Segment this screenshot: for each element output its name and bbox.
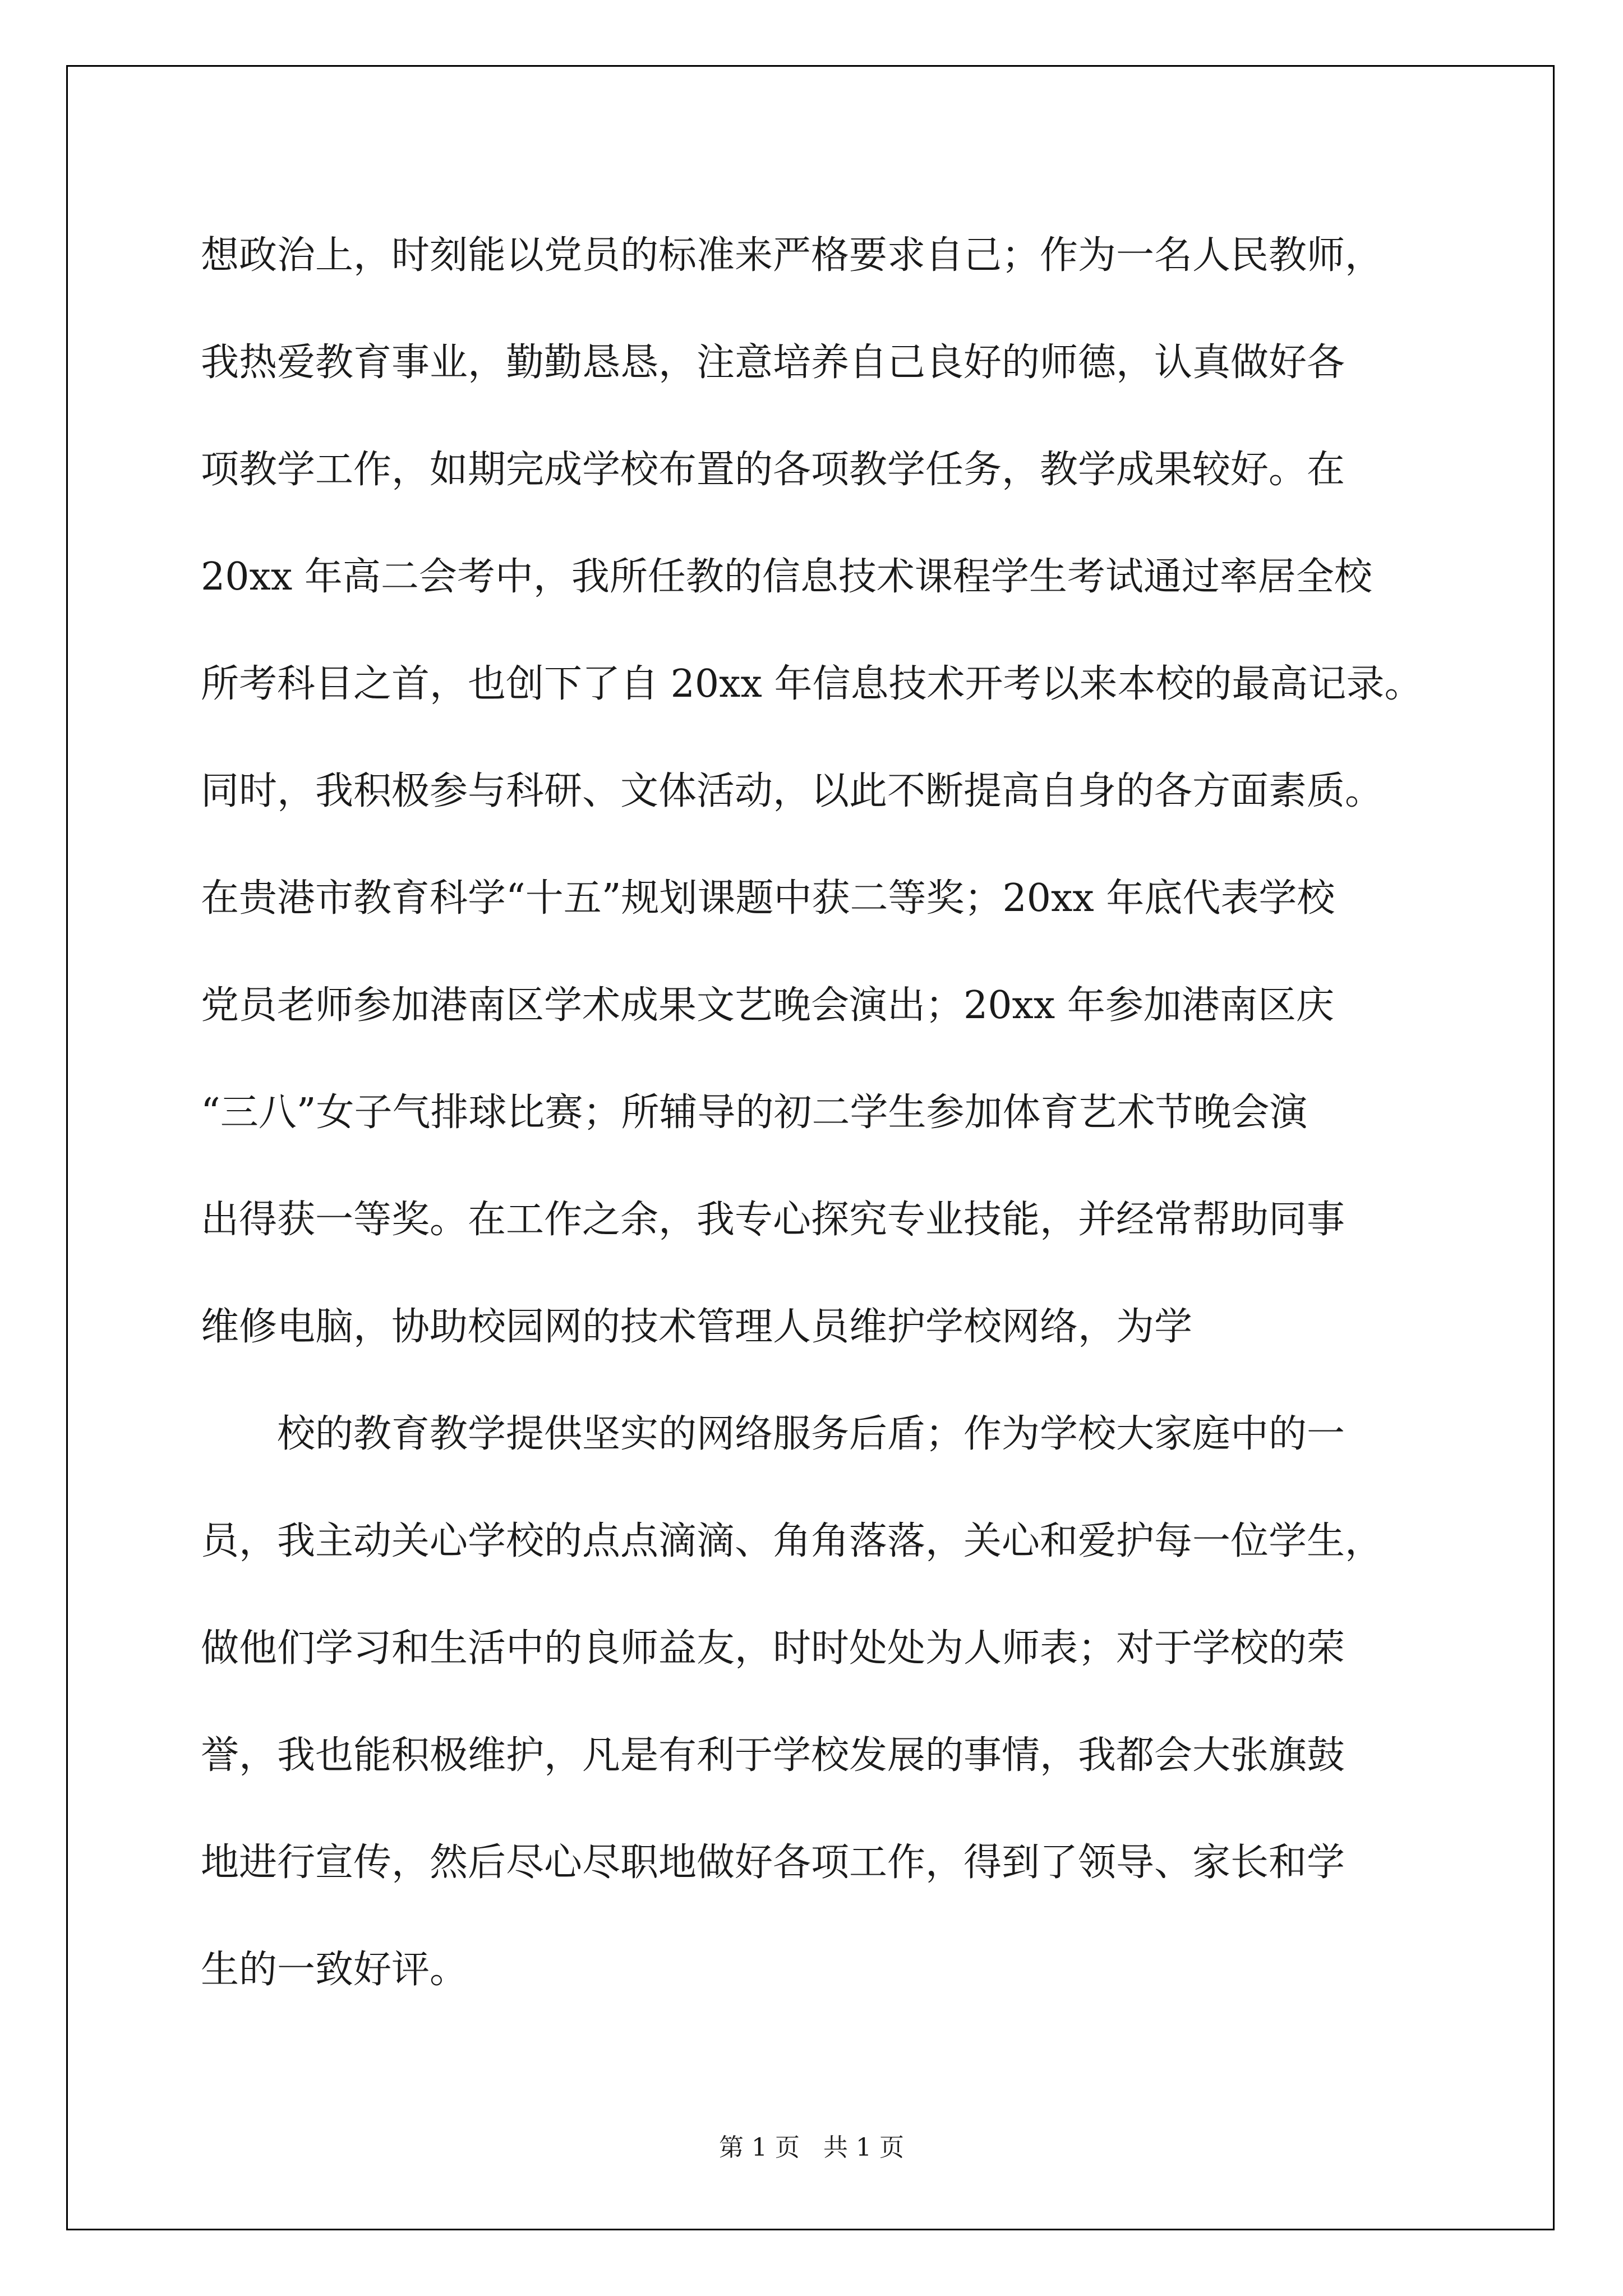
text-line-14: 做他们学习和生活中的良师益友，时时处处为人师表；对于学校的荣 — [201, 1626, 1345, 1671]
page-number-total: 共 1 页 — [823, 2133, 904, 2162]
text-line-5: 所考科目之首，也创下了自 20xx 年信息技术开考以来本校的最高记录。 — [201, 662, 1423, 706]
text-line-13: 员，我主动关心学校的点点滴滴、角角落落，关心和爱护每一位学生， — [201, 1519, 1384, 1563]
text-line-11: 维修电脑，协助校园网的技术管理人员维护学校网络，为学 — [201, 1305, 1193, 1349]
text-line-6: 同时，我积极参与科研、文体活动，以此不断提高自身的各方面素质。 — [201, 769, 1384, 813]
text-line-4: 20xx 年高二会考中，我所任教的信息技术课程学生考试通过率居全校 — [201, 555, 1372, 599]
text-line-9: “三八”女子气排球比赛；所辅导的初二学生参加体育艺术节晚会演 — [201, 1091, 1308, 1135]
text-line-8: 党员老师参加港南区学术成果文艺晚会演出；20xx 年参加港南区庆 — [201, 983, 1334, 1028]
text-line-17: 生的一致好评。 — [201, 1948, 468, 1992]
text-line-15: 誉，我也能积极维护，凡是有利于学校发展的事情，我都会大张旗鼓 — [201, 1733, 1345, 1778]
text-line-2: 我热爱教育事业，勤勤恳恳，注意培养自己良好的师德，认真做好各 — [201, 341, 1345, 385]
text-line-3: 项教学工作，如期完成学校布置的各项教学任务，教学成果较好。在 — [201, 448, 1345, 492]
document-body — [201, 202, 1435, 2023]
page-footer — [0, 2127, 1623, 2163]
text-line-1: 想政治上，时刻能以党员的标准来严格要求自己；作为一名人民教师， — [201, 233, 1384, 278]
text-line-7: 在贵港市教育科学“十五”规划课题中获二等奖；20xx 年底代表学校 — [201, 876, 1335, 921]
footer-spacer — [800, 2133, 823, 2162]
page-number-current: 第 1 页 — [719, 2133, 800, 2162]
text-line-10: 出得获一等奖。在工作之余，我专心探究专业技能，并经常帮助同事 — [201, 1198, 1345, 1242]
text-line-16: 地进行宣传，然后尽心尽职地做好各项工作，得到了领导、家长和学 — [201, 1841, 1345, 1885]
text-line-12: 校的教育教学提供坚实的网络服务后盾；作为学校大家庭中的一 — [277, 1412, 1345, 1456]
